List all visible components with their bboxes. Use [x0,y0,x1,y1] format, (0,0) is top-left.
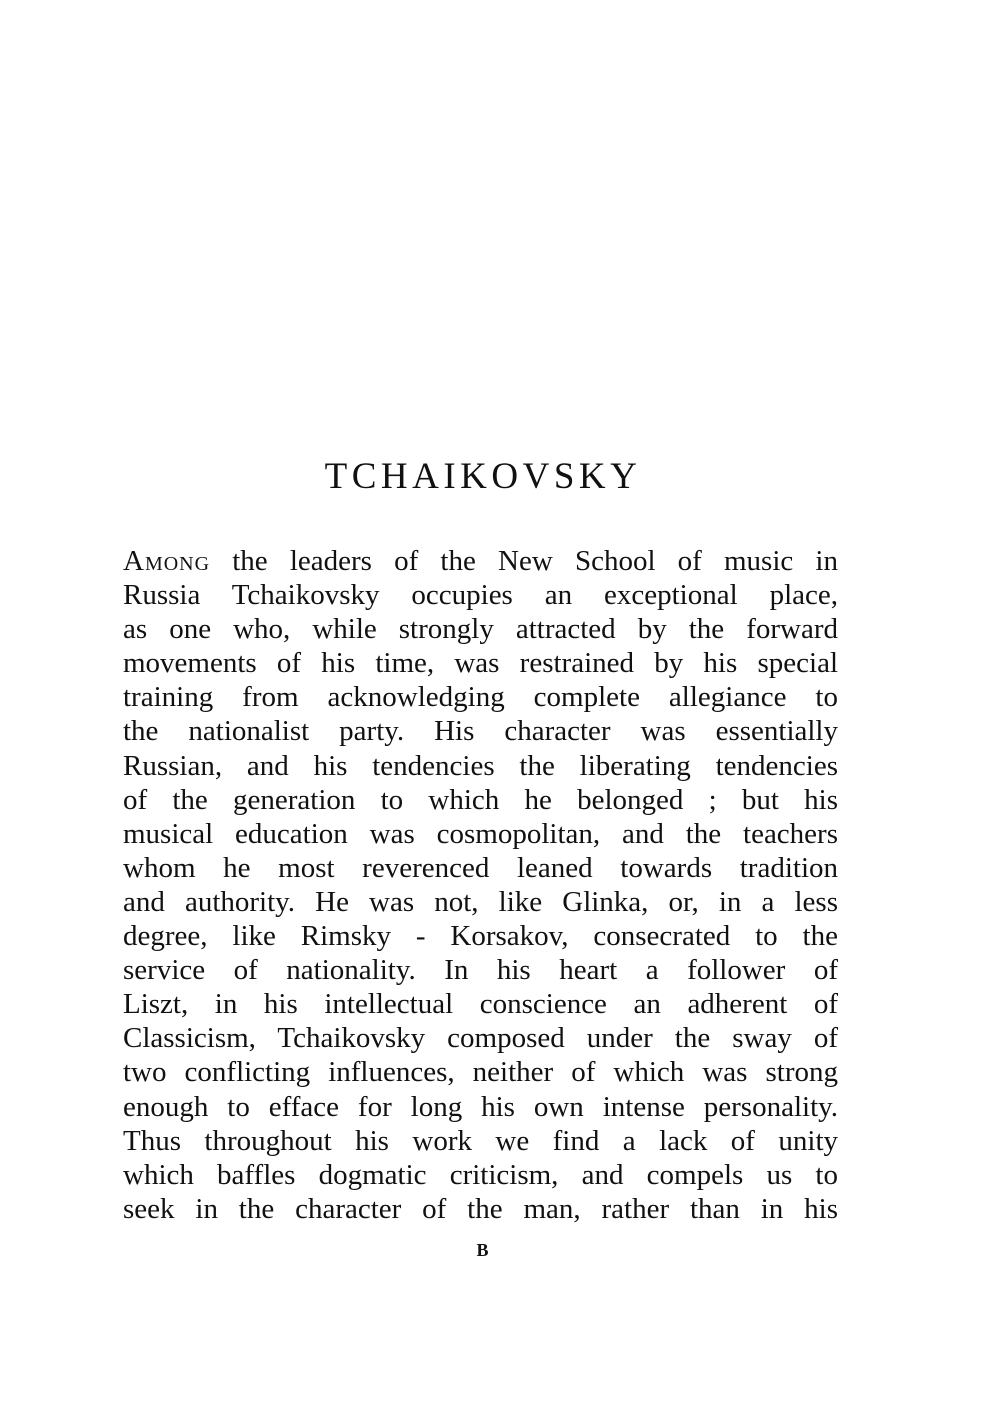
text-line-2: Russia Tchaikovsky occupies an exceptional place, [123,579,838,612]
chapter-title: TCHAIKOVSKY [324,456,642,497]
text-line-4: movements of his time, was restrained by his special [123,647,838,680]
text-line-18: Thus throughout his work we find a lack of unity [123,1124,838,1157]
text-line-10: whom he most reverenced leaned towards tradition [123,851,838,884]
text-line-7: Russian, and his tendencies the liberating tendencies [123,749,838,782]
text-line-20: seek in the character of the man, rather than in his [123,1192,838,1225]
text-line-1 [123,544,838,578]
text-line-5: training from acknowledging complete allegiance to [123,681,838,714]
text-line-14: Liszt, in his intellectual conscience an adherent of [123,988,838,1021]
text-line-17: enough to efface for long his own intense personality. [123,1090,838,1123]
text-line-15: Classicism, Tchaikovsky composed under the sway of [123,1022,838,1055]
text-line-19: which baffles dogmatic criticism, and compels us to [123,1158,838,1191]
text-line-8: of the generation to which he belonged ; but his [123,783,838,816]
text-line-6: the nationalist party. His character was essentially [123,715,838,748]
opening-word: Among [123,545,211,577]
text-line-16: two conflicting influences, neither of which was strong [123,1056,838,1089]
printer-signature-mark: B [476,1240,490,1260]
text-line-13: service of nationality. In his heart a follower of [123,954,838,987]
chapter-body [123,544,838,1226]
text-line-11: and authority. He was not, like Glinka, or, in a less [123,885,838,918]
text-line-9: musical education was cosmopolitan, and the teachers [123,817,838,850]
text-line-3: as one who, while strongly attracted by the forward [123,613,838,646]
text-line-1-rest: the leaders of the New School of music in [210,545,838,577]
text-line-12: degree, like Rimsky - Korsakov, consecrated to the [123,920,838,953]
